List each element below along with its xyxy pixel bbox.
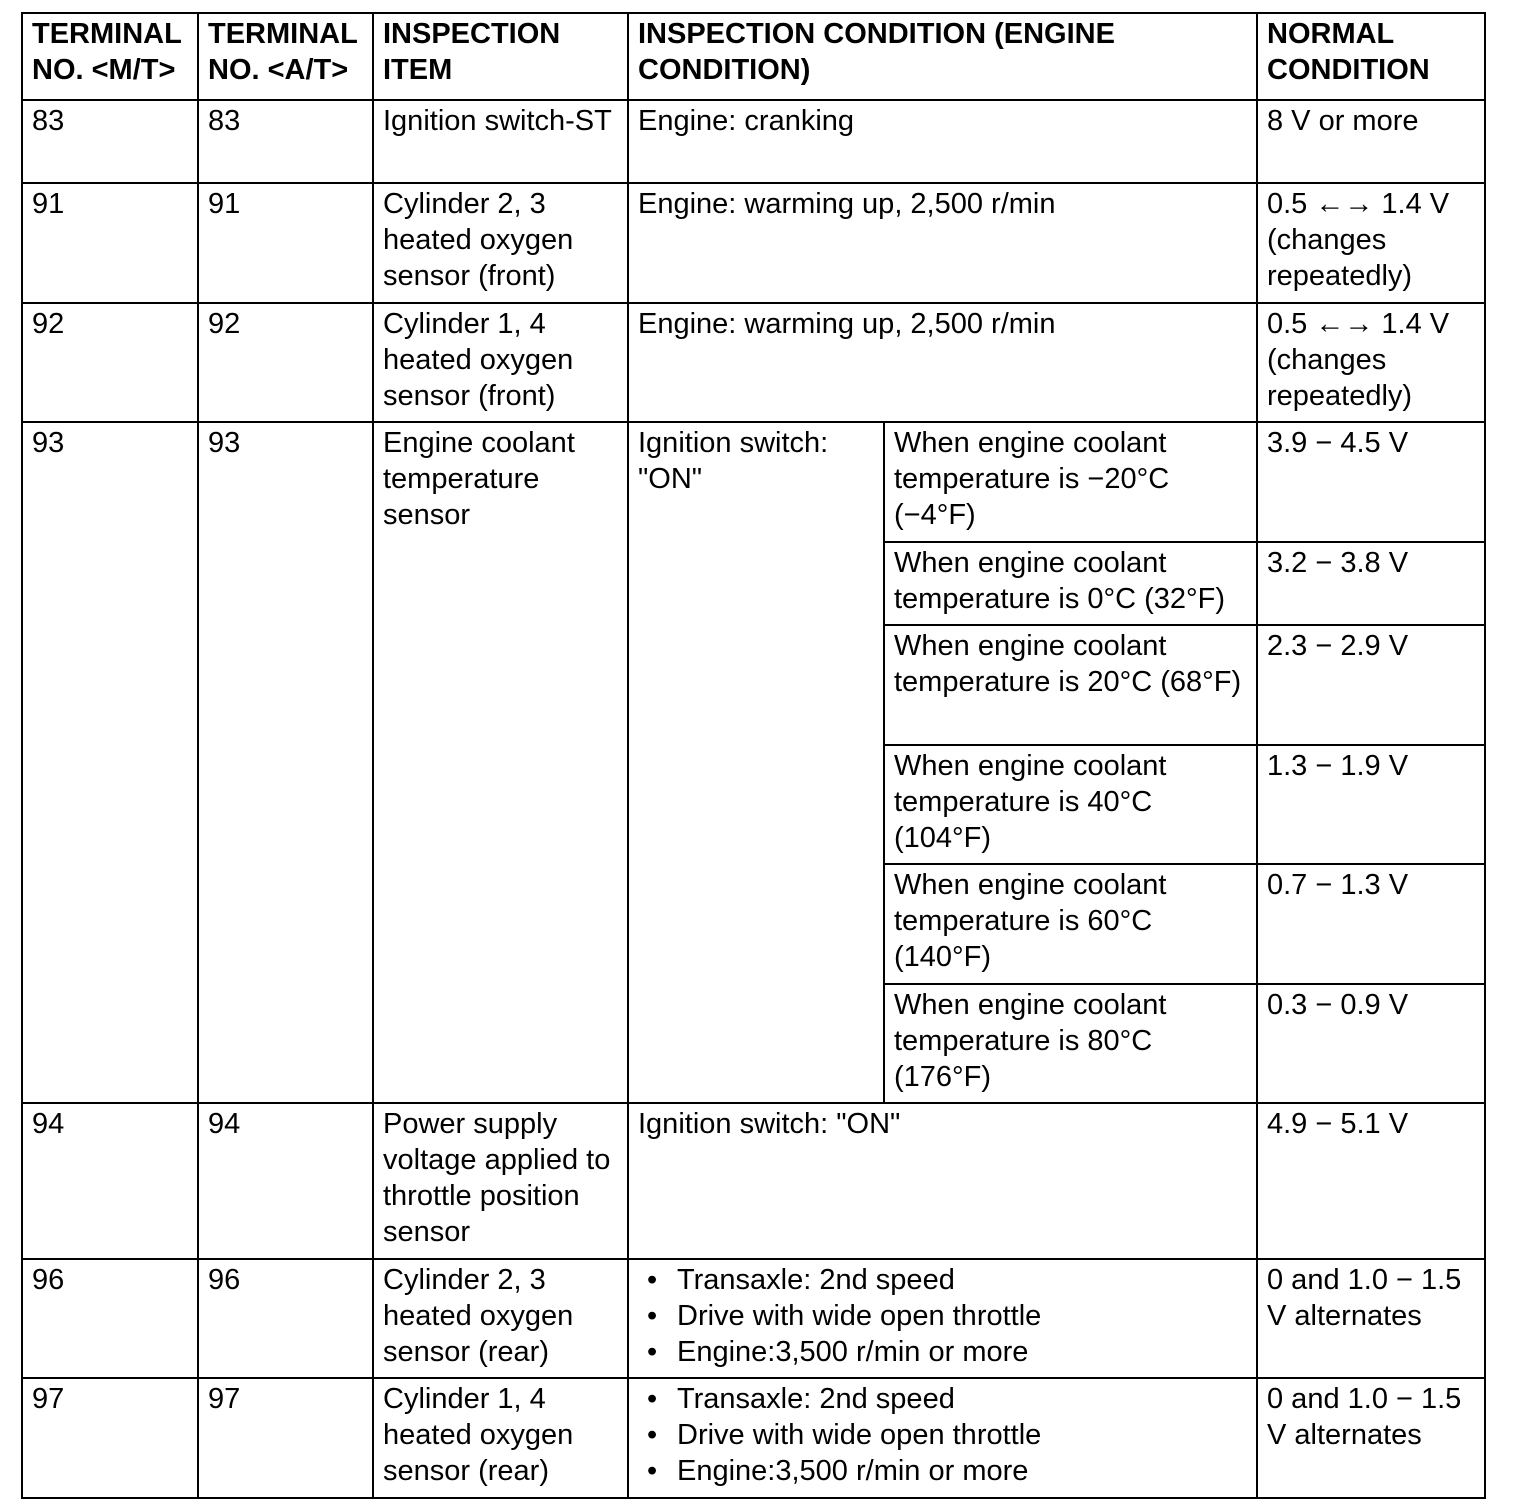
inspection-condition-cell: Ignition switch: "ON" [628,422,884,1103]
terminal-mt-cell: 92 [22,303,198,422]
terminal-mt-cell: 96 [22,1259,198,1378]
inspection-condition-cell [628,1259,1257,1378]
inspection-item-cell: Engine coolant temperature sensor [373,422,628,1103]
inspection-item-cell: Power supply voltage applied to throttle position sensor [373,1103,628,1259]
normal-condition-cell: 8 V or more [1257,100,1485,183]
terminal-at-cell: 96 [198,1259,373,1378]
terminal-mt-cell: 93 [22,422,198,1103]
terminal-at-cell: 94 [198,1103,373,1259]
list-item: • Drive with wide open throttle [638,1417,1248,1453]
header-terminal-at: TERMINAL NO. <A/T> [198,13,373,100]
terminal-mt-cell: 97 [22,1378,198,1498]
header-inspection-condition: INSPECTION CONDITION (ENGINE CONDITION) [628,13,1257,100]
table-row [22,303,1485,422]
inspection-condition-cell: Engine: warming up, 2,500 r/min [628,183,1257,303]
normal-condition-cell: 0.7 − 1.3 V [1257,864,1485,984]
table-row [22,1259,1485,1378]
sub-condition-cell: When engine coolant temperature is 0°C (32°F) [884,542,1257,625]
condition-list [638,1262,1248,1370]
normal-condition-cell: 4.9 − 5.1 V [1257,1103,1485,1259]
header-terminal-mt: TERMINAL NO. <M/T> [22,13,198,100]
normal-condition-cell: 3.9 − 4.5 V [1257,422,1485,542]
table-row [22,1103,1485,1259]
terminal-mt-cell: 91 [22,183,198,303]
inspection-item-cell: Ignition switch-ST [373,100,628,183]
header-row [22,13,1485,100]
normal-condition-cell: 0.5 ←→ 1.4 V (changes repeatedly) [1257,183,1485,303]
list-item: • Engine:3,500 r/min or more [638,1334,1248,1370]
terminal-at-cell: 97 [198,1378,373,1498]
list-item: • Drive with wide open throttle [638,1298,1248,1334]
inspection-item-cell: Cylinder 1, 4 heated oxygen sensor (front) [373,303,628,422]
table-row [22,422,1485,542]
terminal-at-cell: 83 [198,100,373,183]
sub-condition-cell: When engine coolant temperature is 20°C (68°F) [884,625,1257,745]
list-item: • Transaxle: 2nd speed [638,1262,1248,1298]
list-item: • Transaxle: 2nd speed [638,1381,1248,1417]
normal-condition-cell: 0.5 ←→ 1.4 V (changes repeatedly) [1257,303,1485,422]
terminal-at-cell: 93 [198,422,373,1103]
table-row [22,100,1485,183]
normal-condition-cell: 2.3 − 2.9 V [1257,625,1485,745]
normal-condition-cell: 0 and 1.0 − 1.5 V alternates [1257,1259,1485,1378]
header-normal-condition: NORMAL CONDITION [1257,13,1485,100]
inspection-item-cell: Cylinder 2, 3 heated oxygen sensor (front) [373,183,628,303]
table-row [22,183,1485,303]
inspection-condition-cell [628,1378,1257,1498]
inspection-table [21,12,1486,1499]
inspection-item-cell: Cylinder 2, 3 heated oxygen sensor (rear) [373,1259,628,1378]
table-row [22,1378,1485,1498]
sub-condition-cell: When engine coolant temperature is 80°C (176°F) [884,984,1257,1103]
terminal-at-cell: 91 [198,183,373,303]
header-inspection-item: INSPECTION ITEM [373,13,628,100]
normal-condition-cell: 0 and 1.0 − 1.5 V alternates [1257,1378,1485,1498]
inspection-condition-cell: Ignition switch: "ON" [628,1103,1257,1259]
inspection-item-cell: Cylinder 1, 4 heated oxygen sensor (rear) [373,1378,628,1498]
terminal-mt-cell: 94 [22,1103,198,1259]
sub-condition-cell: When engine coolant temperature is −20°C (−4°F) [884,422,1257,542]
terminal-mt-cell: 83 [22,100,198,183]
sub-condition-cell: When engine coolant temperature is 40°C (104°F) [884,745,1257,864]
sub-condition-cell: When engine coolant temperature is 60°C (140°F) [884,864,1257,984]
normal-condition-cell: 3.2 − 3.8 V [1257,542,1485,625]
terminal-at-cell: 92 [198,303,373,422]
normal-condition-cell: 1.3 − 1.9 V [1257,745,1485,864]
inspection-condition-cell: Engine: cranking [628,100,1257,183]
normal-condition-cell: 0.3 − 0.9 V [1257,984,1485,1103]
inspection-condition-cell: Engine: warming up, 2,500 r/min [628,303,1257,422]
list-item: • Engine:3,500 r/min or more [638,1453,1248,1489]
condition-list [638,1381,1248,1489]
